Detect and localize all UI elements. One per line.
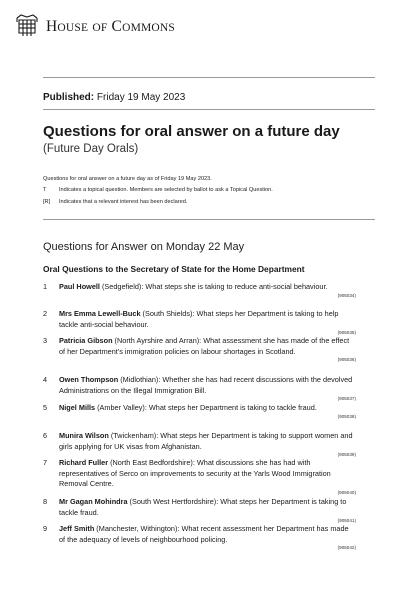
question-item [43,309,356,336]
member-name: Nigel Mills [59,403,96,412]
document-title: Questions for oral answer on a future day [43,123,340,140]
house-name: HOUSE OF COMMONS [46,18,176,35]
question-reference: (905036) [337,357,356,363]
question-text: (Midlothian): Whether she has had recent discussions with the devolved Administrations on the Illegal Immigration Bill. [59,375,353,395]
published-label: Published: [43,92,95,103]
question-item [43,403,356,420]
question-item [43,375,356,402]
question-item [43,336,356,363]
question-text: (Manchester, Withington): What recent assessment her Department has made of the adequacy of levels of neighbourhood policing. [59,524,349,544]
question-text: (South Shields): What steps her Department is taking to help tackle anti-social behaviour. [59,309,339,329]
divider [43,219,375,220]
key-symbol: [R] [43,198,51,205]
published-line [43,92,185,103]
question-number: 7 [43,458,48,467]
question-text: (Twickenham): What steps her Department is taking to support women and girls applying for UK visas from Afghanistan. [59,431,353,451]
question-reference: (905039) [337,452,356,458]
intro-line: Questions for oral answer on a future day as of Friday 19 May 2023. [43,176,212,182]
key-row [43,185,273,196]
question-item [43,431,356,458]
question-reference: (905040) [337,489,356,495]
member-name: Owen Thompson [59,375,119,384]
question-item [43,458,356,496]
question-text: (North East Bedfordshire): What discussions she has had with representatives of Serco on improvements to security at the Yarls Wood Immigration Removal Centre. [59,458,331,489]
question-number: 2 [43,309,48,318]
question-number: 1 [43,282,48,291]
divider [43,77,375,78]
question-item [43,524,356,551]
question-number: 5 [43,403,48,412]
divider [43,109,375,110]
published-date: Friday 19 May 2023 [96,92,186,103]
department-heading: Oral Questions to the Secretary of State for the Home Department [43,264,305,274]
question-reference: (905035) [337,330,356,336]
member-name: Mrs Emma Lewell-Buck [59,309,141,318]
question-reference: (905037) [337,396,356,402]
member-name: Mr Gagan Mohindra [59,497,128,506]
question-text: (North Ayrshire and Arran): What assessment she has made of the effect of her Department's immigration policies on labour shortages in Scotland. [59,336,350,356]
member-name: Munira Wilson [59,431,109,440]
section-title: Questions for Answer on Monday 22 May [43,241,245,253]
key-description: Indicates that a relevant interest has been declared. [59,198,188,205]
intro-notes [43,174,273,208]
key-symbol: T [43,187,47,194]
question-number: 9 [43,524,48,533]
question-reference: (905041) [337,518,356,524]
question-number: 6 [43,431,48,440]
member-name: Paul Howell [59,282,100,291]
masthead [15,14,175,40]
question-reference: (905038) [337,413,356,419]
question-reference: (905042) [337,545,356,551]
question-number: 3 [43,336,48,345]
question-reference: (905034) [337,292,356,298]
member-name: Jeff Smith [59,524,95,533]
question-item [43,282,356,299]
question-number: 8 [43,497,48,506]
document-subtitle: (Future Day Orals) [43,143,139,155]
key-description: Indicates a topical question. Members are selected by ballot to ask a Topical Question. [59,187,273,194]
key-row [43,197,273,208]
member-name: Patricia Gibson [59,336,113,345]
question-text: (Sedgefield): What steps she is taking to reduce anti-social behaviour. [99,282,328,291]
question-item [43,497,356,524]
question-number: 4 [43,375,48,384]
question-text: (Amber Valley): What steps her Department is taking to tackle fraud. [95,403,317,412]
question-text: (South West Hertfordshire): What steps her Department is taking to tackle fraud. [59,497,347,517]
portcullis-icon [15,14,39,40]
member-name: Richard Fuller [59,458,109,467]
